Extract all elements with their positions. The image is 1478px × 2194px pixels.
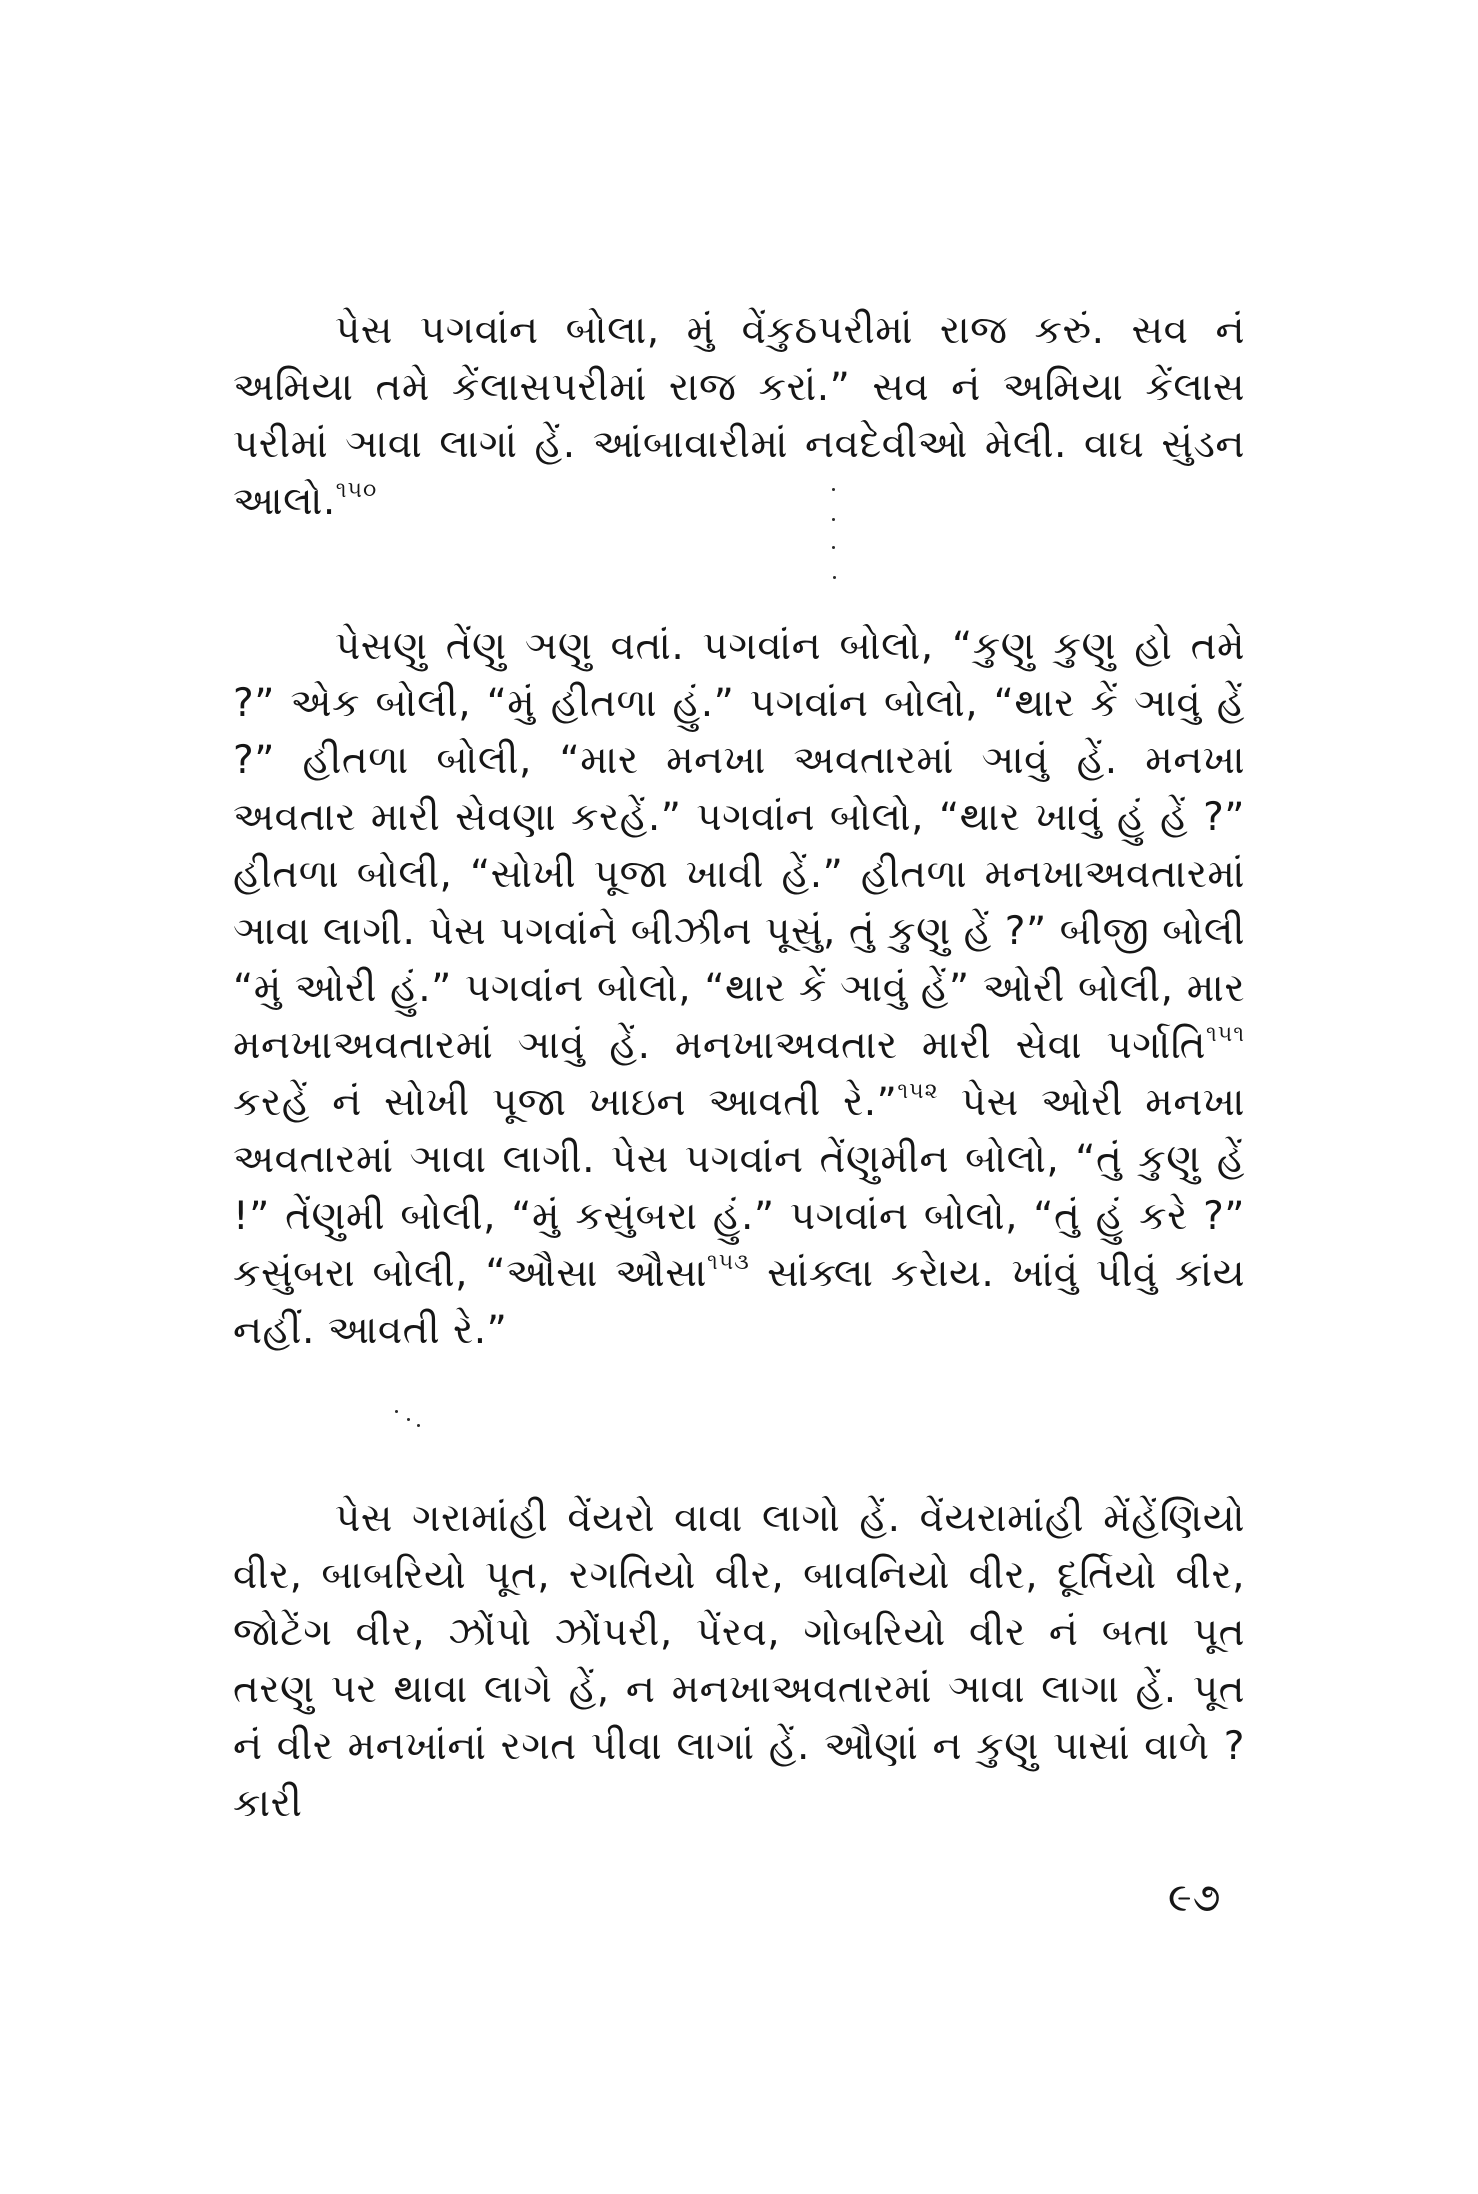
- paragraph-2: [233, 618, 1245, 1359]
- paragraph-text: [233, 618, 1245, 1359]
- footnote-marker: ૧૫૩: [706, 1250, 750, 1275]
- footnote-marker: ૧૫૨: [897, 1079, 939, 1104]
- paragraph-body: પેસ ગરામાંહી વેંયરો વાવા લાગો હેં. વેંયરામાંહી મેંહેંણિયો વીર, બાબરિયો પૂત, રગતિયો વીર, બાવનિયો વીર, દૂર્તિયો વીર, જોટેંગ વીર, ઝોંપો ઝોંપરી, પેંરવ, ગોબરિયો વીર નં બતા પૂત તરણુ પર થાવા લાગે હેં, ન મનખાઅવતારમાં ઞાવા લાગા હેં. પૂત નં વીર મનખાંનાં રગત પીવા લાગાં હેં. ઔણાં ન કુણુ પાસાં વાળે ? કારી: [233, 1496, 1245, 1826]
- paragraph-1: [233, 302, 1245, 530]
- footnote-marker: ૧૫૦: [335, 478, 378, 503]
- footnote-marker: ૧૫૧: [1205, 1022, 1245, 1047]
- paragraph-body: સાંક્લા કરેાય. ખાંવું પીવું કાંય નહીં. આવતી રે.”: [233, 1251, 1246, 1353]
- paragraph-body: પેસ પગવાંન બોલા, મું વેંકુઠપરીમાં રાજ કરું. સવ નં અમિયા તમે કેંલાસપરીમાં રાજ કરાં.” સવ નં અમિયા કેંલાસ પરીમાં ઞાવા લાગાં હેં. આંબાવારીમાં નવદેવીઓ મેલી. વાઘ સુંડન આલો.: [233, 308, 1245, 524]
- page-number: ૯૭: [1168, 1875, 1222, 1921]
- paragraph-body: પેસ ઓરી મનખા અવતારમાં ઞાવા લાગી. પેસ પગવાંન તેંણુમીન બોલો, “તું કુણુ હેં !” તેંણુમી બોલી, “મું કસુંબરા હું.” પગવાંન બોલો, “તું હું કરે ?” કસુંબરા બોલી, “ઔસા ઔસા: [233, 1080, 1245, 1296]
- scan-specks: [828, 488, 858, 598]
- paragraph-3: [233, 1490, 1245, 1832]
- paragraph-body: પેસણુ તેંણુ ઞણુ વતાં. પગવાંન બોલો, “કુણુ કુણુ હો તમે ?” એક બોલી, “મું હીતળા હું.” પગવાંન બોલો, “થાર કેં ઞાવું હેં ?” હીતળા બોલી, “માર મનખા અવતારમાં ઞાવું હેં. મનખા અવતાર મારી સેવણા કરહેં.” પગવાંન બોલો, “થાર ખાવું હું હેં ?” હીતળા બોલી, “સોખી પૂજા ખાવી હેં.” હીતળા મનખાઅવતારમાં ઞાવા લાગી. પેસ પગવાંને બીઝીન પૂસું, તું કુણુ હેં ?” બીજી બોલી “મું ઓરી હું.” પગવાંન બોલો, “થાર કેં ઞાવું હેં” ઓરી બોલી, માર મનખાઅવતારમાં ઞાવું હેં. મનખાઅવતાર મારી સેવા પર્ગાતિ: [233, 624, 1245, 1068]
- paragraph-text: [233, 302, 1245, 530]
- paragraph-text: [233, 1490, 1245, 1832]
- paragraph-body: કરહેં નં સોખી પૂજા ખાઇન આવતી રે.”: [233, 1080, 898, 1125]
